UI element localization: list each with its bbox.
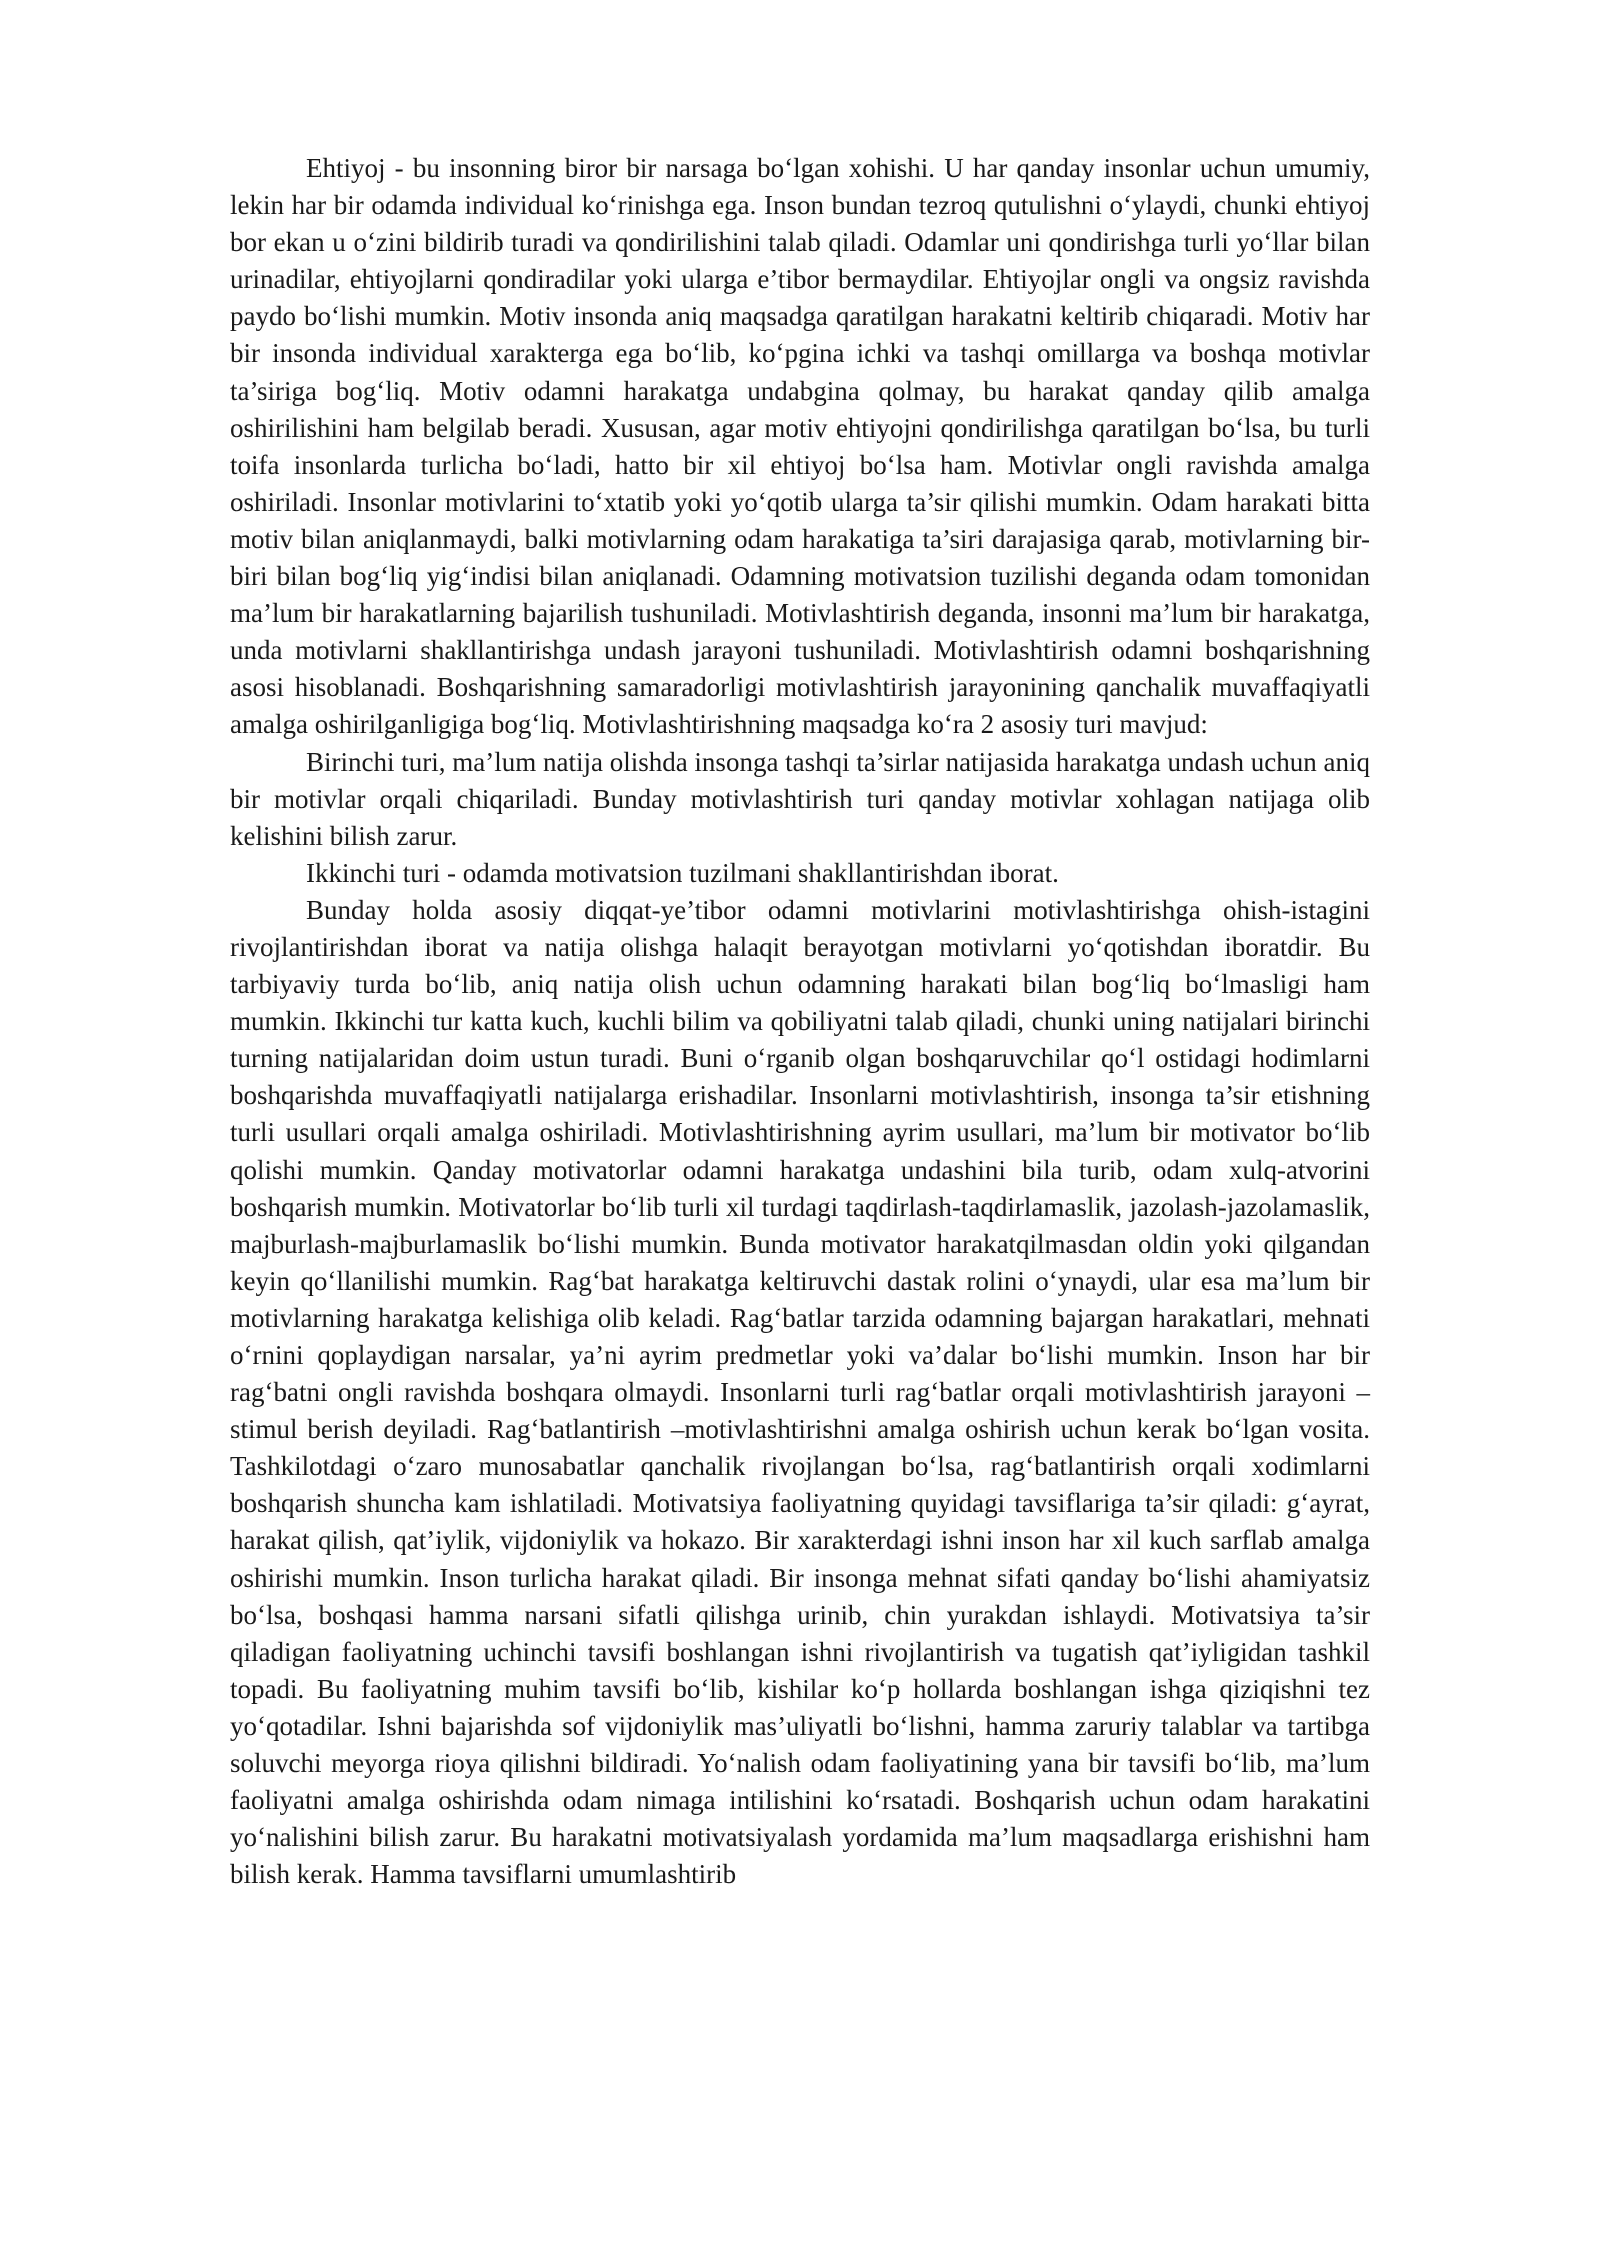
paragraph-needs-and-motives: Ehtiyoj - bu insonning biror bir narsaga bo‘lgan xohishi. U har qanday insonlar uchun umumiy, lekin har bir odamda individual ko‘rinishga ega. Inson bundan tezroq qutulishni o‘ylaydi, chunki ehtiyoj bor ekan u o‘zini bildirib turadi va qondirilishini talab qiladi. Odamlar uni qondirishga turli yo‘llar bilan urinadilar, ehtiyojlarni qondiradilar yoki ularga e’tibor bermaydilar. Ehtiyojlar ongli va ongsiz ravishda paydo bo‘lishi mumkin. Motiv insonda aniq maqsadga qaratilgan harakatni keltirib chiqaradi. Motiv har bir insonda individual xarakterga ega bo‘lib, ko‘pgina ichki va tashqi omillarga va boshqa motivlar ta’siriga bog‘liq. Motiv odamni harakatga undabgina qolmay, bu harakat qanday qilib amalga oshirilishini ham belgilab beradi. Xususan, agar motiv ehtiyojni qondirilishga qaratilgan bo‘lsa, bu turli toifa insonlarda turlicha bo‘ladi, hatto bir xil ehtiyoj bo‘lsa ham. Motivlar ongli ravishda amalga oshiriladi. Insonlar motivlarini to‘xtatib yoki yo‘qotib ularga ta’sir qilishi mumkin. Odam harakati bitta motiv bilan aniqlanmaydi, balki motivlarning odam harakatiga ta’siri darajasiga qarab, motivlarning bir-biri bilan bog‘liq yig‘indisi bilan aniqlanadi. Odamning motivatsion tuzilishi deganda odam tomonidan ma’lum bir harakatlarning bajarilish tushuniladi. Motivlashtirish deganda, insonni ma’lum bir harakatga, unda motivlarni shakllantirishga undash jarayoni tushuniladi. Motivlashtirish odamni boshqarishning asosi hisoblanadi. Boshqarishning samaradorligi motivlashtirish jarayonining qanchalik muvaffaqiyatli amalga oshirilganligiga bog‘liq. Motivlashtirishning maqsadga ko‘ra 2 asosiy turi mavjud: [230, 153, 1370, 740]
paragraph-second-type: Ikkinchi turi - odamda motivatsion tuzilmani shakllantirishdan iborat. [306, 857, 1059, 888]
paragraph-first-type: Birinchi turi, ma’lum natija olishda insonga tashqi ta’sirlar natijasida harakatga undash uchun aniq bir motivlar orqali chiqariladi. Bunday motivlashtirish turi qanday motivlar xohlagan natijaga olib kelishini bilish zarur. [230, 746, 1370, 851]
paragraph-motivators: Bunday holda asosiy diqqat-ye’tibor odamni motivlarini motivlashtirishga ohish-istagini rivojlantirishdan iborat va natija olishga halaqit berayotgan motivlarni yo‘qotishdan iboratdir. Bu tarbiyaviy turda bo‘lib, aniq natija olish uchun odamning harakati bilan bog‘liq bo‘lmasligi ham mumkin. Ikkinchi tur katta kuch, kuchli bilim va qobiliyatni talab qiladi, chunki uning natijalari birinchi turning natijalaridan doim ustun turadi. Buni o‘rganib olgan boshqaruvchilar qo‘l ostidagi hodimlarni boshqarishda muvaffaqiyatli natijalarga erishadilar. Insonlarni motivlashtirish, insonga ta’sir etishning turli usullari orqali amalga oshiriladi. Motivlashtirishning ayrim usullari, ma’lum bir motivator bo‘lib qolishi mumkin. Qanday motivatorlar odamni harakatga undashini bila turib, odam xulq-atvorini boshqarish mumkin. Motivatorlar bo‘lib turli xil turdagi taqdirlash-taqdirlamaslik, jazolash-jazolamaslik, majburlash-majburlamaslik bo‘lishi mumkin. Bunda motivator harakatqilmasdan oldin yoki qilgandan keyin qo‘llanilishi mumkin. Rag‘bat harakatga keltiruvchi dastak rolini o‘ynaydi, ular esa ma’lum bir motivlarning harakatga kelishiga olib keladi. Rag‘batlar tarzida odamning bajargan harakatlari, mehnati o‘rnini qoplaydigan narsalar, ya’ni ayrim predmetlar yoki va’dalar bo‘lishi mumkin. Inson har bir rag‘batni ongli ravishda boshqara olmaydi. Insonlarni turli rag‘batlar orqali motivlashtirish jarayoni – stimul berish deyiladi. Rag‘batlantirish –motivlashtirishni amalga oshirish uchun kerak bo‘lgan vosita. Tashkilotdagi o‘zaro munosabatlar qanchalik rivojlangan bo‘lsa, rag‘batlantirish orqali xodimlarni boshqarish shuncha kam ishlatiladi. Motivatsiya faoliyatning quyidagi tavsiflariga ta’sir qiladi: g‘ayrat, harakat qilish, qat’iylik, vijdoniylik va hokazo. Bir xarakterdagi ishni inson har xil kuch sarflab amalga oshirishi mumkin. Inson turlicha harakat qiladi. Bir insonga mehnat sifati qanday bo‘lishi ahamiyatsiz bo‘lsa, boshqasi hamma narsani sifatli qilishga urinib, chin yurakdan ishlaydi. Motivatsiya ta’sir qiladigan faoliyatning uchinchi tavsifi boshlangan ishni rivojlantirish va tugatish qat’iyligidan tashkil topadi. Bu faoliyatning muhim tavsifi bo‘lib, kishilar ko‘p hollarda boshlangan ishga qiziqishni tez yo‘qotadilar. Ishni bajarishda sof vijdoniylik mas’uliyatli bo‘lishni, hamma zaruriy talablar va tartibga soluvchi meyorga rioya qilishni bildiradi. Yo‘nalish odam faoliyatining yana bir tavsifi bo‘lib, ma’lum faoliyatni amalga oshirishda odam nimaga intilishini ko‘rsatadi. Boshqarish uchun odam harakatini yo‘nalishini bilish zarur. Bu harakatni motivatsiyalash yordamida ma’lum maqsadlarga erishishni ham bilish kerak. Hamma tavsiflarni umumlashtirib [230, 894, 1370, 1890]
document-page [230, 150, 1370, 1893]
